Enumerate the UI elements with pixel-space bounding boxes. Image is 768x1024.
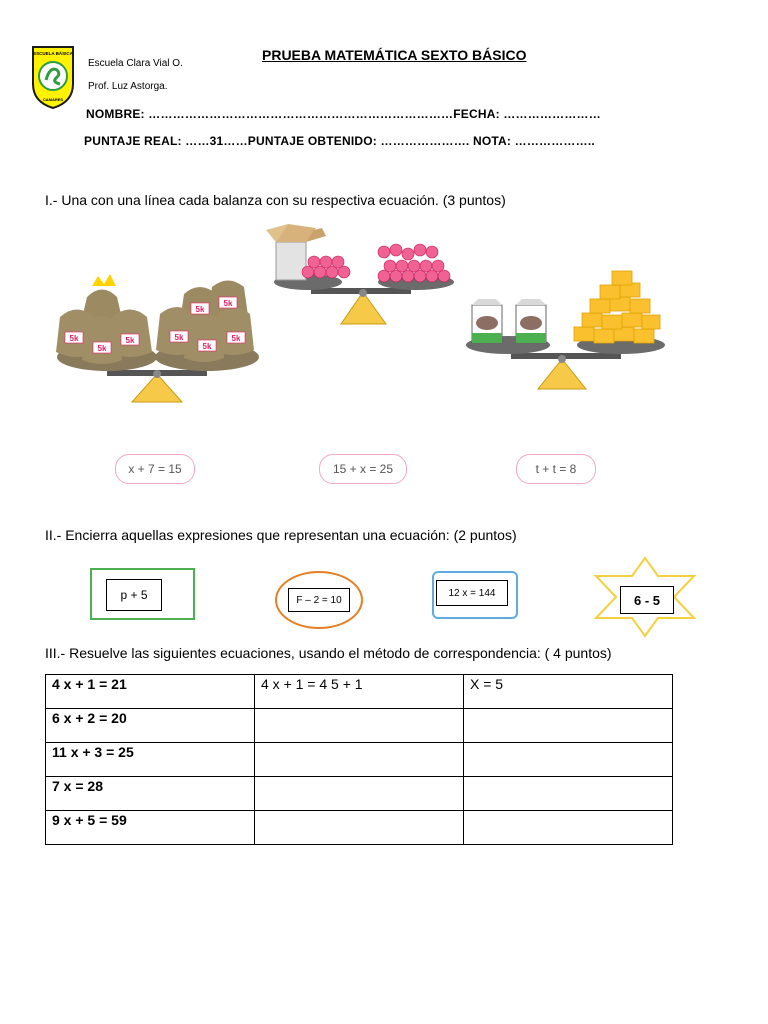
work-cell[interactable]: 4 x + 1 = 4 5 + 1	[255, 675, 464, 709]
expression-box[interactable]: 6 - 5	[620, 586, 674, 614]
box-and-balls-balance-icon	[266, 220, 456, 326]
weight-label: 5k	[202, 342, 212, 351]
equations-table	[45, 674, 673, 845]
equation-cell: 7 x = 28	[46, 777, 255, 811]
weight-label: 5k	[231, 334, 241, 343]
equation-pill[interactable]: x + 7 = 15	[115, 454, 195, 484]
weight-label: 5k	[195, 305, 205, 314]
weight-label: 5k	[69, 334, 79, 343]
work-cell[interactable]	[255, 777, 464, 811]
equation-pill[interactable]: 15 + x = 25	[319, 454, 407, 484]
expression-box[interactable]: F – 2 = 10	[288, 588, 350, 612]
section2-instruction: II.- Encierra aquellas expresiones que representan una ecuación: (2 puntos)	[45, 527, 517, 543]
milk-and-cheese-balance-icon	[466, 265, 666, 391]
answer-cell[interactable]	[464, 743, 673, 777]
work-cell[interactable]	[255, 811, 464, 845]
section3-instruction: III.- Resuelve las siguientes ecuaciones, usando el método de correspondencia: ( 4 puntos)	[45, 645, 612, 661]
table-row	[46, 709, 673, 743]
school-logo	[30, 44, 76, 110]
weight-label: 5k	[97, 344, 107, 353]
work-cell[interactable]	[255, 743, 464, 777]
table-row	[46, 743, 673, 777]
weight-label: 5k	[125, 336, 135, 345]
money-bags-balance-icon	[52, 272, 262, 407]
table-row	[46, 811, 673, 845]
answer-cell[interactable]: X = 5	[464, 675, 673, 709]
score-line: PUNTAJE REAL: ……31……PUNTAJE OBTENIDO: …………………. NOTA: ………………..	[84, 134, 595, 148]
answer-cell[interactable]	[464, 777, 673, 811]
equation-cell: 6 x + 2 = 20	[46, 709, 255, 743]
equation-cell: 4 x + 1 = 21	[46, 675, 255, 709]
weight-label: 5k	[174, 333, 184, 342]
svg-text:CAMARES: CAMARES	[42, 97, 64, 102]
expression-box[interactable]: 12 x = 144	[436, 580, 508, 606]
page-title: PRUEBA MATEMÁTICA SEXTO BÁSICO	[262, 47, 527, 63]
svg-text:ESCUELA BÁSICA: ESCUELA BÁSICA	[33, 51, 73, 56]
expression-box[interactable]: p + 5	[106, 579, 162, 611]
answer-cell[interactable]	[464, 709, 673, 743]
equation-cell: 11 x + 3 = 25	[46, 743, 255, 777]
table-row	[46, 777, 673, 811]
teacher-name: Prof. Luz Astorga.	[88, 81, 168, 92]
table-row	[46, 675, 673, 709]
name-date-line: NOMBRE: …………………………………………………………………FECHA: ……………………	[86, 107, 601, 121]
section1-instruction: I.- Una con una línea cada balanza con su respectiva ecuación. (3 puntos)	[45, 192, 506, 208]
school-name: Escuela Clara Vial O.	[88, 58, 183, 69]
equation-cell: 9 x + 5 = 59	[46, 811, 255, 845]
equation-pill[interactable]: t + t = 8	[516, 454, 596, 484]
weight-label: 5k	[223, 299, 233, 308]
answer-cell[interactable]	[464, 811, 673, 845]
work-cell[interactable]	[255, 709, 464, 743]
